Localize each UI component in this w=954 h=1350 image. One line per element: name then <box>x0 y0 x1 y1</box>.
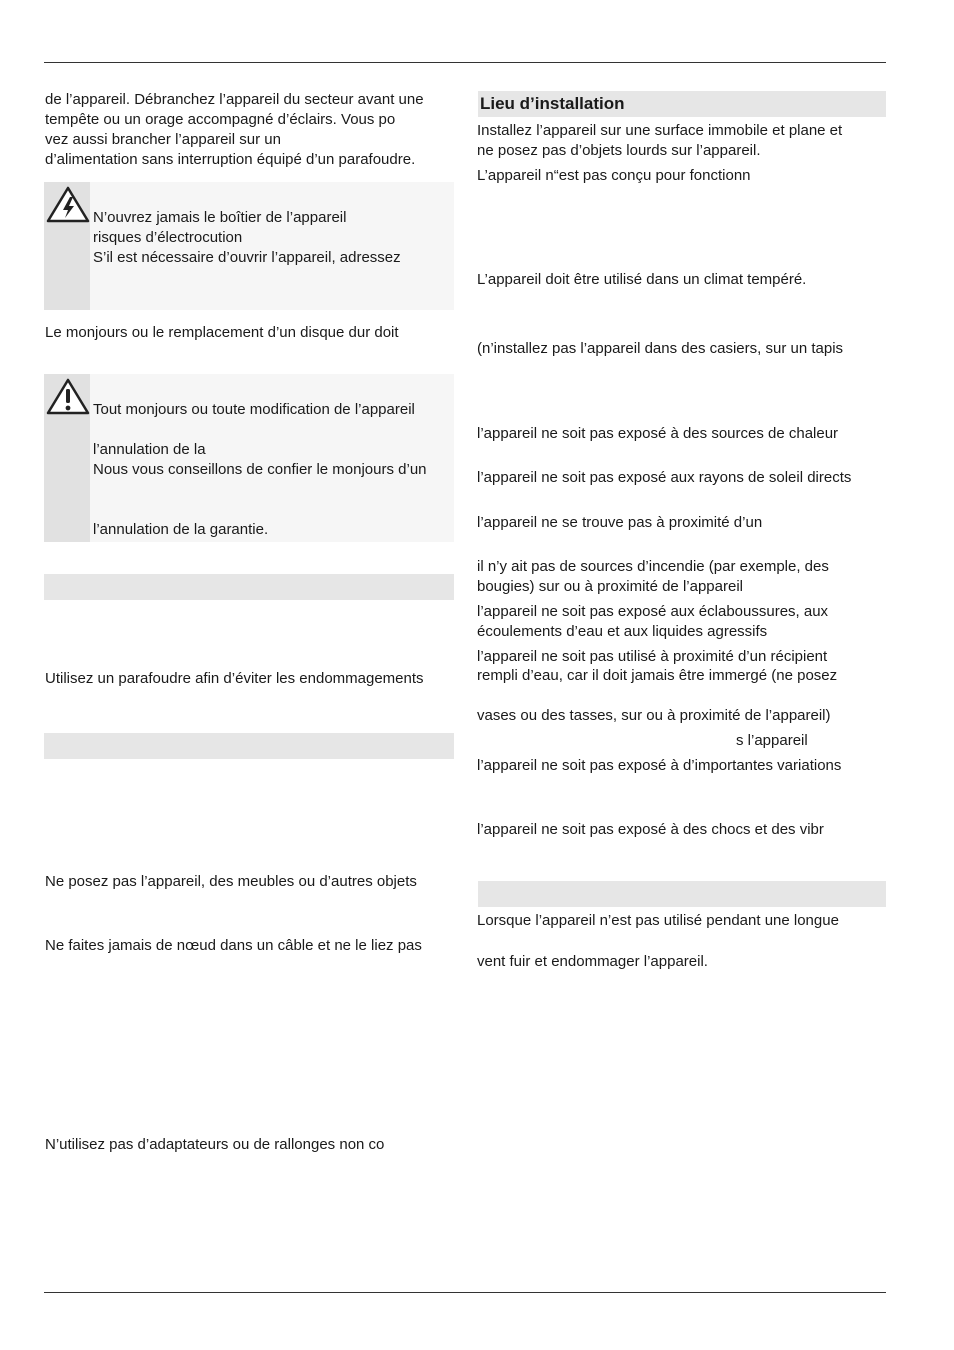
install-line: Installez l’appareil sur une surface immobile et plane et <box>477 122 843 139</box>
notice-line: risques d’électrocution <box>93 229 243 246</box>
section-heading-bar <box>44 733 454 759</box>
heading-text: Lieu d’installation <box>480 94 625 113</box>
disk-replacement-line: Le monjours ou le remplacement d’un disque dur doit <box>45 324 399 341</box>
intro-line: de l’appareil. Débranchez l’appareil du secteur avant une <box>45 91 424 108</box>
storage-line: Lorsque l’appareil n’est pas utilisé pendant une longue <box>477 912 839 929</box>
install-line: (n’installez pas l’appareil dans des casiers, sur un tapis <box>477 340 844 357</box>
cable-line: Ne faites jamais de nœud dans un câble et ne le liez pas <box>45 937 422 954</box>
storage-line: vent fuir et endommager l’appareil. <box>477 953 708 970</box>
install-line: bougies) sur ou à proximité de l’appareil <box>477 578 743 595</box>
intro-line: d’alimentation sans interruption équipé d’un parafoudre. <box>45 151 416 168</box>
install-line: l’appareil ne se trouve pas à proximité d’un <box>477 514 763 531</box>
install-line: vases ou des tasses, sur ou à proximité de l’appareil) <box>477 707 831 724</box>
intro-line: tempête ou un orage accompagné d’éclairs. Vous po <box>45 111 396 128</box>
footer-rule <box>44 1292 886 1293</box>
notice-line: Nous vous conseillons de confier le monjours d’un <box>93 461 427 478</box>
install-line: l’appareil ne soit pas exposé à d’importantes variations <box>477 757 842 774</box>
notice-line: S’il est nécessaire d’ouvrir l’appareil, adressez <box>93 249 401 266</box>
install-line: L’appareil n“est pas conçu pour fonctionn <box>477 167 751 184</box>
header-rule <box>44 62 886 63</box>
notice-line: l’annulation de la <box>93 441 206 458</box>
install-line: l’appareil ne soit pas exposé aux rayons de soleil directs <box>477 469 852 486</box>
install-line: L’appareil doit être utilisé dans un climat tempéré. <box>477 271 807 288</box>
general-warning-notice <box>44 374 454 542</box>
install-line: s l’appareil <box>736 732 808 749</box>
notice-line: Tout monjours ou toute modification de l’appareil <box>93 401 415 418</box>
notice-line: l’annulation de la garantie. <box>93 521 269 538</box>
install-line: ne posez pas d’objets lourds sur l’appareil. <box>477 142 761 159</box>
install-line: rempli d’eau, car il doit jamais être immergé (ne posez <box>477 667 838 684</box>
cable-line: Ne posez pas l’appareil, des meubles ou d’autres objets <box>45 873 417 890</box>
section-heading-bar <box>44 574 454 600</box>
intro-line: vez aussi brancher l’appareil sur un <box>45 131 281 148</box>
notice-line: N’ouvrez jamais le boîtier de l’appareil <box>93 209 347 226</box>
install-line: l’appareil ne soit pas utilisé à proximité d’un récipient <box>477 648 828 665</box>
install-line: écoulements d’eau et aux liquides agressifs <box>477 623 768 640</box>
adapter-line: N’utilisez pas d’adaptateurs ou de rallonges non co <box>45 1136 385 1153</box>
high-voltage-warning-icon <box>45 185 91 225</box>
surge-protection-line: Utilisez un parafoudre afin d’éviter les endommagements <box>45 670 424 687</box>
section-heading-bar <box>478 881 886 907</box>
installation-location-heading <box>478 91 886 117</box>
install-line: l’appareil ne soit pas exposé à des chocs et des vibr <box>477 821 824 838</box>
install-line: l’appareil ne soit pas exposé à des sources de chaleur <box>477 425 839 442</box>
install-line: l’appareil ne soit pas exposé aux éclaboussures, aux <box>477 603 829 620</box>
install-line: il n’y ait pas de sources d’incendie (par exemple, des <box>477 558 829 575</box>
exclamation-warning-icon <box>45 377 91 417</box>
electric-warning-notice <box>44 182 454 310</box>
